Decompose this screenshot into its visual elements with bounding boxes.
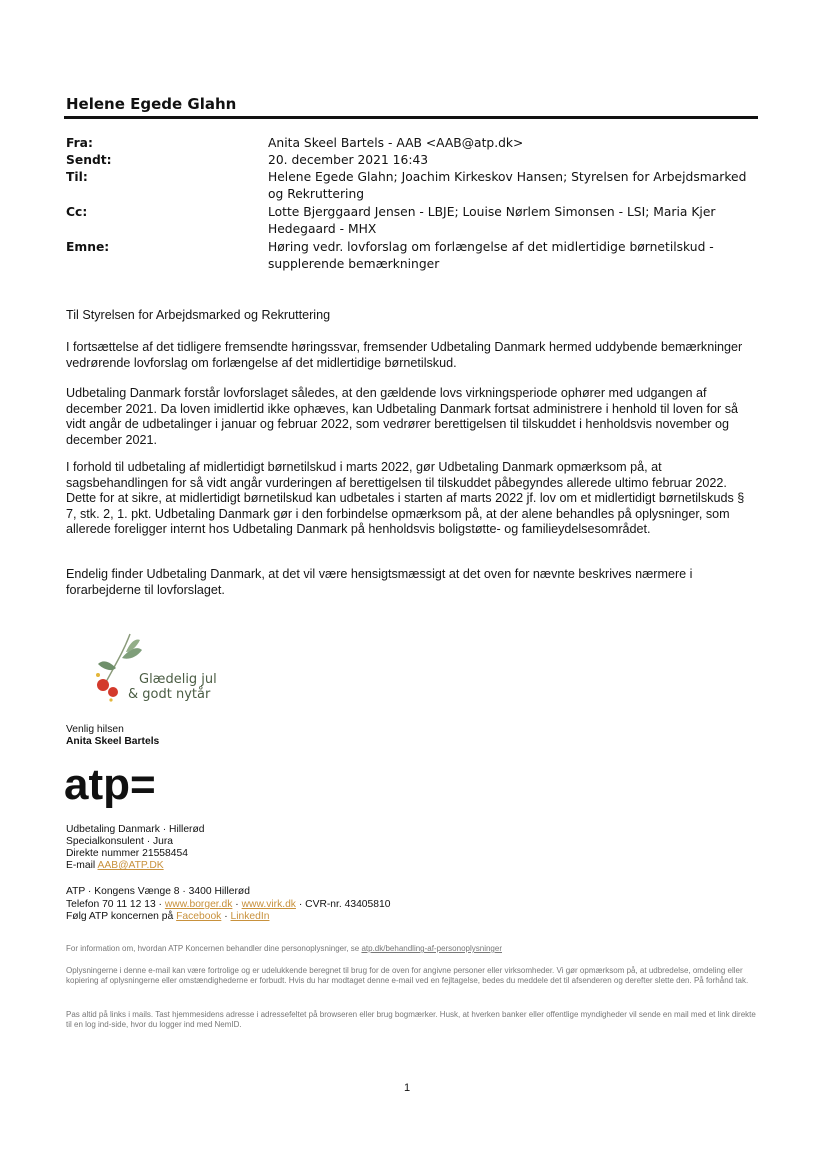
privacy-link[interactable]: atp.dk/behandling-af-personoplysninger — [361, 944, 502, 953]
sent-value: 20. december 2021 16:43 — [268, 153, 429, 167]
paragraph-1: I fortsættelse af det tidligere fremsendte høringssvar, fremsender Udbetaling Danmark hermed uddybende bemærkninger vedrørende lovforslag om forlængelse af det midlertidige børnetilskud. — [66, 340, 743, 370]
privacy-text: For information om, hvordan ATP Koncernen behandler dine personoplysninger, se — [66, 944, 360, 953]
paragraph-2: Udbetaling Danmark forstår lovforslaget således, at den gældende lovs virkningsperiode ophører med udgangen af december 2021. Da loven imidlertid ikke ophæves, kan Udbetaling Danmark fortsat administrere i henhold til loven for så vidt angår de udbetalinger i januar og februar 2022, som vedrører berettigelsen til tilskuddet i henholdsvis november og december 2021. — [66, 386, 739, 447]
logo-line-2: & godt nytår — [128, 687, 211, 702]
signature-title: Specialkonsulent · Jura — [66, 836, 174, 847]
signature-address: ATP · Kongens Vænge 8 · 3400 Hillerød — [66, 886, 250, 897]
borger-link[interactable]: www.borger.dk — [164, 899, 233, 910]
cvr-number: · CVR-nr. 43405810 — [298, 899, 391, 910]
email-label: E-mail — [66, 860, 96, 871]
facebook-link[interactable]: Facebook — [176, 911, 222, 922]
page-number: 1 — [404, 1082, 411, 1094]
direct-number: 21558454 — [142, 848, 188, 859]
recipient-name: Helene Egede Glahn — [66, 95, 237, 113]
christmas-greeting-logo — [86, 630, 246, 710]
links-warning: Pas altid på links i mails. Tast hjemmesidens adresse i adressefeltet på browseren eller brug bogmærker. Husk, at hverken banker eller offentlige myndigheder vil sende en mail med et link direkte til en log ind-side, hvor du logger ind med NemID. — [66, 1010, 756, 1029]
signoff-greeting: Venlig hilsen — [66, 724, 124, 735]
salutation: Til Styrelsen for Arbejdsmarked og Rekruttering — [66, 308, 331, 322]
atp-logo: atp= — [64, 760, 156, 809]
subject-value: Høring vedr. lovforslag om forlængelse af det midlertidige børnetilskud - supplerende bemærkninger — [268, 240, 714, 271]
paragraph-4: Endelig finder Udbetaling Danmark, at det vil være hensigtsmæssigt at det oven for nævnte beskrives nærmere i forarbejderne til lovforslaget. — [66, 567, 693, 597]
signature-follow-row — [66, 911, 269, 923]
privacy-notice — [66, 944, 756, 954]
confidentiality-notice: Oplysningerne i denne e-mail kan være fortrolige og er udelukkende beregnet til brug for de oven for angivne personer eller virksomheder. Vi gør opmærksom på, at udbredelse, omdeling eller kopiering af oplysningerne eller omstændighederne er forbudt. Hvis du har modtaget denne e-mail ved en fejltagelse, bedes du meddele det til afsenderen og derefter slette den. På forhånd tak. — [66, 966, 749, 985]
linkedin-link[interactable]: LinkedIn — [230, 911, 270, 922]
separator: · — [224, 911, 228, 922]
separator: · — [235, 899, 239, 910]
from-label: Fra: — [66, 136, 93, 150]
header-divider — [64, 116, 758, 119]
phone-label: Telefon 70 11 12 13 · — [66, 899, 162, 910]
cc-value: Lotte Bjerggaard Jensen - LBJE; Louise Nørlem Simonsen - LSI; Maria Kjer Hedegaard - MHX — [268, 205, 716, 236]
signature-org: Udbetaling Danmark · Hillerød — [66, 824, 205, 835]
to-label: Til: — [66, 170, 88, 184]
logo-line-1: Glædelig jul — [139, 672, 217, 687]
signature-email — [66, 860, 164, 872]
signature-direct — [66, 848, 188, 860]
to-value: Helene Egede Glahn; Joachim Kirkeskov Hansen; Styrelsen for Arbejdsmarked og Rekruttering — [268, 170, 747, 201]
from-value: Anita Skeel Bartels - AAB <AAB@atp.dk> — [268, 136, 524, 150]
signature-phone-row — [66, 899, 390, 911]
virk-link[interactable]: www.virk.dk — [241, 899, 296, 910]
paragraph-3: I forhold til udbetaling af midlertidigt børnetilskud i marts 2022, gør Udbetaling Danmark opmærksom på, at sagsbehandlingen for så vidt angår vurderingen af berettigelsen til tilskuddet påbegyndes allerede ultimo februar 2022. Dette for at sikre, at midlertidigt børnetilskud kan udbetales i starten af marts 2022 jf. lov om et midlertidigt børnetilskuds § 7, stk. 2, 1. pkt. Udbetaling Danmark gør i den forbindelse opmærksom på, at der alene behandles på oplysninger, som allerede foreligger internt hos Udbetaling Danmark på henholdsvis boligstøtte- og familieydelsesområdet. — [66, 460, 745, 536]
cc-label: Cc: — [66, 205, 88, 219]
direct-label: Direkte nummer — [66, 848, 140, 859]
sent-label: Sendt: — [66, 153, 112, 167]
follow-label: Følg ATP koncernen på — [66, 911, 174, 922]
subject-label: Emne: — [66, 240, 110, 254]
signoff-name: Anita Skeel Bartels — [66, 736, 160, 747]
email-link[interactable]: AAB@ATP.DK — [97, 860, 164, 871]
